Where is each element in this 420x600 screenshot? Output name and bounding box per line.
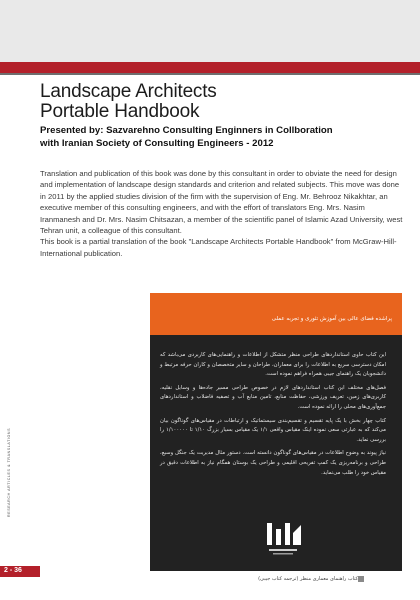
cover-paragraph-1: این کتاب حاوی استانداردهای طراحی منظر متشکل از اطلاعات و راهنمایی‌های کاربردی می‌باشد که امکان دسترسی سریع به اطلاعات را برای معماران، طراحان و سایر متخصصان و کاران حرفه مرتبط و دانشجویان یک راهنمای جیبی همراه فراهم نموده است. <box>160 352 386 378</box>
page-number-box <box>0 566 40 577</box>
section-side-label <box>0 427 18 522</box>
cover-text-block <box>160 351 386 482</box>
cover-paragraph-2: فصل‌های مختلف این کتاب استانداردهای لازم در خصوص طراحی مسیر جاده‌ها و وسایل نقلیه، کاربری‌های زمین، تعریف ورزشی، حفاظت منابع، تامین منابع آب و تصفیه فاضلاب و استانداردهای جمع‌آوری‌های محلی را ارائه نموده است. <box>160 384 386 410</box>
page-number: 2 - 36 <box>4 567 22 574</box>
page-subtitle <box>40 124 412 150</box>
figure-caption: کتاب راهنمای معماری منظر (ترجمه کتاب جیبی) <box>258 576 358 582</box>
body-paragraph-2: This book is a partial translation of the book "Landscape Architects Portable Handbook" from McGraw-Hill-International publication. <box>40 237 397 258</box>
page-title <box>40 82 400 122</box>
cover-orange-banner <box>150 293 402 335</box>
subtitle-line-1: Presented by: Sazvarehno Consulting Enginners in Collboration <box>40 125 333 136</box>
subtitle-line-2: with Iranian Society of Consulting Engineers - 2012 <box>40 138 274 149</box>
header-divider <box>0 73 420 75</box>
title-line-2: Portable Handbook <box>40 101 200 122</box>
cover-banner-text: پراشده فضای عالی بین آموزش تئوری و تجربه عملی <box>271 316 392 322</box>
side-label-text: RESEARCH ARTICLES & TRANSLATIONS <box>7 427 11 517</box>
title-line-1: Landscape Architects <box>40 81 217 102</box>
cover-paragraph-4: نیاز پیوند به وضوح اطلاعات در مقیاس‌های گوناگون دانسته است. دستور مثال مدیریت یک جنگل وسیع، طراحی و برنامه‌ریزی یک کمپ تفریحی اقلیمی و طراحی یک بوستان همگام نیاز به اطلاعات دقیق در مقیاس خود را طلب می‌نماید. <box>160 450 386 476</box>
book-cover-image <box>150 293 402 571</box>
body-text <box>40 168 406 259</box>
body-paragraph-1: Translation and publication of this book was done by this consultant in order to obviate the need for design and implementation of landscape design standards and criterion and related subjects. This move was done in 2011 by the applied studies division of the firm with the supervision of Eng. Mr. Behrooz Nikakhtar, an executive member of this consulting engineers, and with the effort of translators Eng. Mrs. Nasim Iranmanesh and Dr. Mrs. Nasim Chitsazan, a member of the scientific panel of Islamic Azad University, west Tehran unit, a colleague of this consultant. <box>40 169 403 236</box>
header-band <box>0 0 420 62</box>
header-red-bar <box>0 62 420 73</box>
cover-paragraph-3: کتاب چهار بخش با یک پایه تقسیم و تقسیم‌بندی سیستماتیک و ارتباطات در مقیاس‌های گوناگون بیان می‌کند که به عبارتی سعی نموده اینک مقیاس واقعی ۱/۱ یک مقیاس بسیار بزرگ ۱/۱۰ تا ۱/۱۰۰۰۰۰ را بررسی نماید. <box>160 417 386 443</box>
publisher-logo-icon <box>263 519 303 557</box>
caption-marker-icon <box>358 576 364 582</box>
